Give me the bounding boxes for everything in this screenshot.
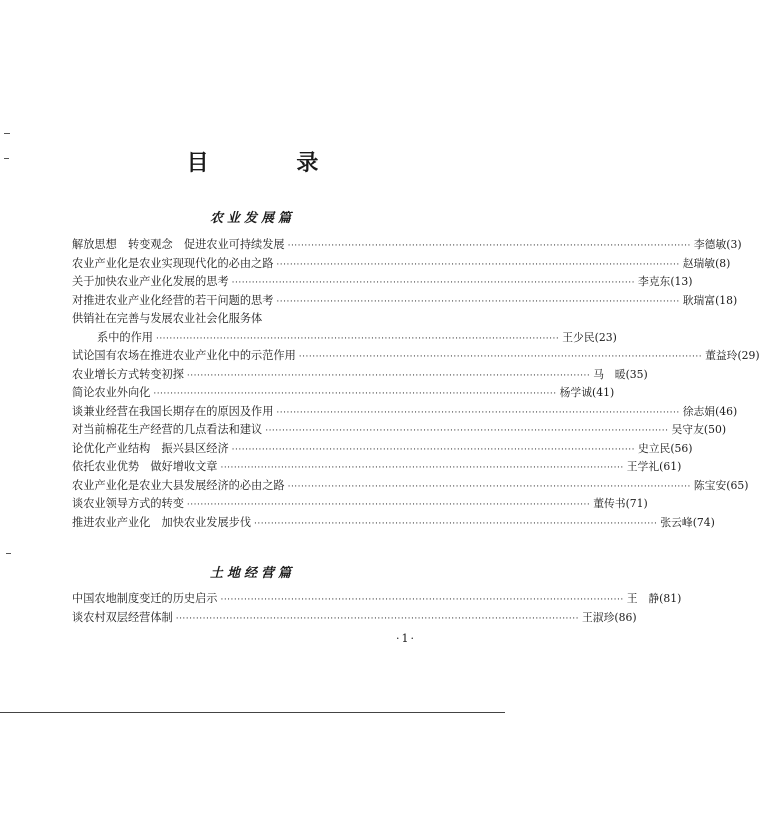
toc-entry-title: 供销社在完善与发展农业社会化服务体 xyxy=(72,312,263,325)
toc-entry[interactable] xyxy=(72,609,637,628)
toc-entry[interactable] xyxy=(72,590,682,609)
toc-entry-author-page: 李德敏(3) xyxy=(693,238,742,251)
toc-entry-title: 谈农业领导方式的转变 xyxy=(72,497,184,510)
toc-entry-title: 谈兼业经营在我国长期存在的原因及作用 xyxy=(72,404,274,418)
toc-entry-author-page: 王淑珍(86) xyxy=(582,610,637,624)
toc-entry-author-page: 徐志娟(46) xyxy=(682,404,738,418)
toc-entry[interactable] xyxy=(72,366,648,385)
dot-leader: ························································································································ xyxy=(287,481,691,492)
toc-entry[interactable] xyxy=(72,347,760,366)
toc-entry-title: 谈农村双层经营体制 xyxy=(72,610,173,624)
dot-leader: ························································································································ xyxy=(276,259,680,270)
toc-entry[interactable] xyxy=(72,421,727,440)
toc-entry[interactable] xyxy=(72,292,738,311)
toc-entry-title: 论优化产业结构 振兴县区经济 xyxy=(72,441,229,455)
toc-entry-title: 对当前棉花生产经营的几点看法和建议 xyxy=(72,423,263,436)
page-number: ·1· xyxy=(396,632,416,645)
toc-entry[interactable] xyxy=(72,310,440,329)
toc-entry-author-page: 杨学诚(41) xyxy=(559,386,615,399)
dot-leader: ························································································································ xyxy=(276,407,680,418)
toc-entry-author-page: 张云峰(74) xyxy=(660,515,715,529)
dot-leader: ························································································································ xyxy=(186,370,591,381)
toc-entry-author-page: 赵瑞敏(8) xyxy=(682,256,731,270)
toc-entry[interactable] xyxy=(72,403,738,422)
toc-entry[interactable] xyxy=(72,495,648,514)
toc-entry-title: 农业产业化是农业大县发展经济的必由之路 xyxy=(72,478,285,492)
toc-entry-title: 依托农业优势 做好增收文章 xyxy=(72,460,218,473)
dot-leader: ························································································································ xyxy=(276,296,680,307)
toc-entry-title: 解放思想 转变观念 促进农业可持续发展 xyxy=(72,238,285,251)
toc-entry-author-page: 陈宝安(65) xyxy=(693,478,749,492)
toc-entry-title: 中国农地制度变迁的历史启示 xyxy=(72,592,218,605)
toc-entry-author-page: 董益玲(29) xyxy=(705,349,760,362)
toc-entry-author-page: 王少民(23) xyxy=(562,330,617,344)
toc-entry-title: 简论农业外向化 xyxy=(72,386,151,399)
scan-mark xyxy=(6,553,11,554)
toc-entry-title: 关于加快农业产业化发展的思考 xyxy=(72,275,229,288)
toc-entry-title: 农业产业化是农业实现现代化的必由之路 xyxy=(72,256,274,270)
page-title: 目 录 xyxy=(186,150,359,176)
dot-leader: ························································································································ xyxy=(231,444,635,455)
toc-entry-author-page: 吴守友(50) xyxy=(671,423,727,436)
toc-land xyxy=(72,590,682,627)
dot-leader: ························································································································ xyxy=(153,389,557,399)
toc-entry-author-page: 王学礼(61) xyxy=(626,460,682,473)
toc-agriculture xyxy=(72,236,760,532)
toc-entry-author-page: 马 暖(35) xyxy=(593,367,648,381)
section-heading-agriculture: 农业发展篇 xyxy=(209,211,295,226)
toc-entry-author-page: 董传书(71) xyxy=(593,497,648,510)
section-heading-land: 土地经营篇 xyxy=(209,566,295,581)
toc-entry-author-page: 王 静(81) xyxy=(626,592,682,605)
toc-entry[interactable] xyxy=(72,384,615,403)
dot-leader: ························································································································ xyxy=(155,333,560,344)
scan-mark xyxy=(4,133,10,134)
bottom-rule xyxy=(0,712,505,713)
toc-entry[interactable] xyxy=(72,514,715,533)
toc-entry[interactable] xyxy=(72,458,682,477)
dot-leader: ························································································································ xyxy=(220,595,624,605)
toc-entry-title: 农业增长方式转变初探 xyxy=(72,367,184,381)
dot-leader: ························································································································ xyxy=(175,613,580,624)
toc-entry[interactable] xyxy=(72,440,693,459)
toc-entry-author-page: 耿瑞富(18) xyxy=(682,293,738,307)
dot-leader: ························································································································ xyxy=(265,426,669,436)
dot-leader: ························································································································ xyxy=(186,500,591,510)
toc-entry[interactable] xyxy=(72,273,693,292)
toc-entry[interactable] xyxy=(72,477,749,496)
dot-leader: ························································································································ xyxy=(287,241,691,251)
toc-entry-title: 系中的作用 xyxy=(97,330,153,344)
toc-entry-title: 试论国有农场在推进农业产业化中的示范作用 xyxy=(72,349,296,362)
toc-entry-author-page: 史立民(56) xyxy=(637,441,693,455)
toc-entry-title: 推进农业产业化 加快农业发展步伐 xyxy=(72,515,252,529)
dot-leader: ························································································································ xyxy=(231,278,635,288)
toc-entry-title: 对推进农业产业化经营的若干问题的思考 xyxy=(72,293,274,307)
toc-entry[interactable] xyxy=(72,236,742,255)
toc-entry-author-page: 李克东(13) xyxy=(637,275,693,288)
dot-leader: ························································································································ xyxy=(254,518,658,529)
toc-entry[interactable] xyxy=(72,255,731,274)
toc-entry[interactable] xyxy=(72,329,617,348)
dot-leader: ························································································································ xyxy=(220,463,624,473)
dot-leader: ························································································································ xyxy=(298,352,703,362)
